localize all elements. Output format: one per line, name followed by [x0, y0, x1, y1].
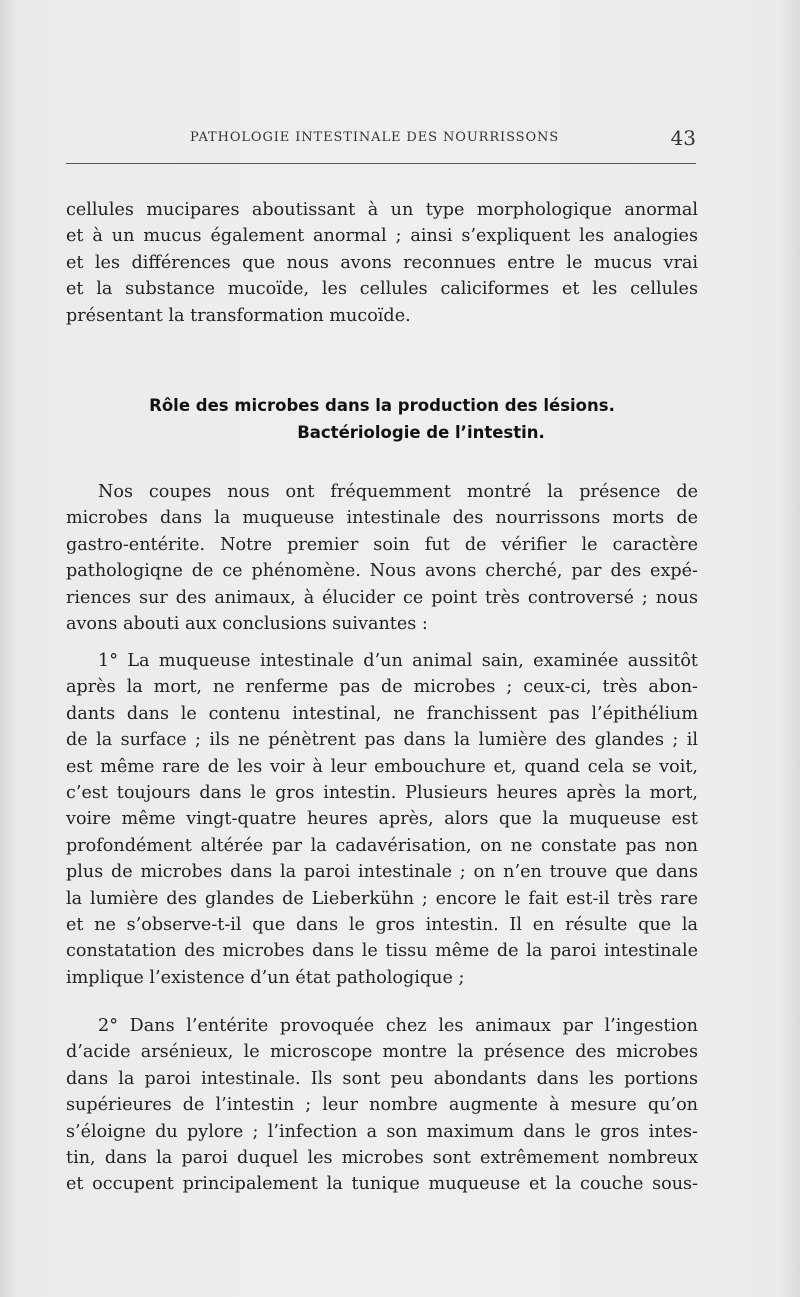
text-line: tin, dans la paroi duquel les microbes sont extrêmement nombreux: [66, 1147, 698, 1168]
text-line: pathologiqne de ce phénomène. Nous avons cherché, par des expé-: [66, 561, 698, 582]
text-line: supérieures de l’intestin ; leur nombre augmente à mesure qu’on: [66, 1095, 698, 1116]
text-line: voire même vingt-quatre heures après, alors que la muqueuse est: [66, 809, 698, 830]
text-line: et la substance mucoïde, les cellules caliciformes et les cellules: [66, 279, 698, 300]
text-line: profondément altérée par la cadavérisation, on ne constate pas non: [66, 835, 698, 856]
text-line: riences sur des animaux, à élucider ce point très controversé ; nous: [66, 587, 698, 608]
text-line: et les différences que nous avons reconnues entre le mucus vrai: [66, 252, 698, 273]
opening-paragraph: [66, 197, 698, 329]
text-line: la lumière des glandes de Lieberkühn ; encore le fait est-il très rare: [66, 888, 698, 909]
text-line: dants dans le contenu intestinal, ne franchissent pas l’épithélium: [66, 703, 698, 724]
text-line: et occupent principalement la tunique muqueuse et la couche sous-: [66, 1174, 698, 1195]
text-line: s’éloigne du pylore ; l’infection a son maximum dans le gros intes-: [66, 1121, 698, 1142]
text-line: c’est toujours dans le gros intestin. Plusieurs heures après la mort,: [66, 782, 698, 803]
text-line: est même rare de les voir à leur embouchure et, quand cela se voit,: [66, 756, 698, 777]
text-line: plus de microbes dans la paroi intestinale ; on n’en trouve que dans: [66, 862, 698, 883]
section-heading-line: Bactériologie de l’intestin.: [297, 423, 545, 442]
text-line: et à un mucus également anormal ; ainsi s’expliquent les analogies: [66, 226, 698, 247]
text-line: cellules mucipares aboutissant à un type morphologique anormal: [66, 200, 698, 220]
paragraph-intro: [66, 479, 698, 637]
conclusion-1: [66, 648, 698, 991]
running-title: PATHOLOGIE INTESTINALE DES NOURRISSONS: [190, 130, 560, 145]
conclusion-2: [66, 1013, 698, 1198]
text-line: après la mort, ne renferme pas de microbes ; ceux-ci, très abon-: [66, 677, 698, 698]
text-line: gastro-entérite. Notre premier soin fut de vérifier le caractère: [66, 534, 698, 555]
page-number: 43: [670, 126, 696, 150]
text-line: présentant la transformation mucoïde.: [66, 305, 411, 326]
header-rule: [66, 163, 696, 164]
text-line: et ne s’observe-t-il que dans le gros intestin. Il en résulte que la: [66, 914, 698, 935]
section-heading: [66, 392, 698, 446]
text-line: implique l’existence d’un état pathologique ;: [66, 967, 465, 988]
text-line: avons abouti aux conclusions suivantes :: [66, 613, 428, 634]
text-line: constatation des microbes dans le tissu même de la paroi intestinale: [66, 941, 698, 962]
text-line: Nos coupes nous ont fréquemment montré la présence de: [98, 482, 698, 502]
running-head: [66, 128, 696, 152]
text-line: d’acide arsénieux, le microscope montre la présence des microbes: [66, 1042, 698, 1063]
text-line: dans la paroi intestinale. Ils sont peu abondants dans les portions: [66, 1068, 698, 1089]
text-line: 2° Dans l’entérite provoquée chez les animaux par l’ingestion: [98, 1016, 698, 1036]
text-line: de la surface ; ils ne pénètrent pas dans la lumière des glandes ; il: [66, 730, 698, 751]
section-heading-line: Rôle des microbes dans la production des lésions.: [149, 396, 615, 415]
text-line: 1° La muqueuse intestinale d’un animal sain, examinée aussitôt: [98, 651, 698, 671]
text-line: microbes dans la muqueuse intestinale des nourrissons morts de: [66, 508, 698, 529]
